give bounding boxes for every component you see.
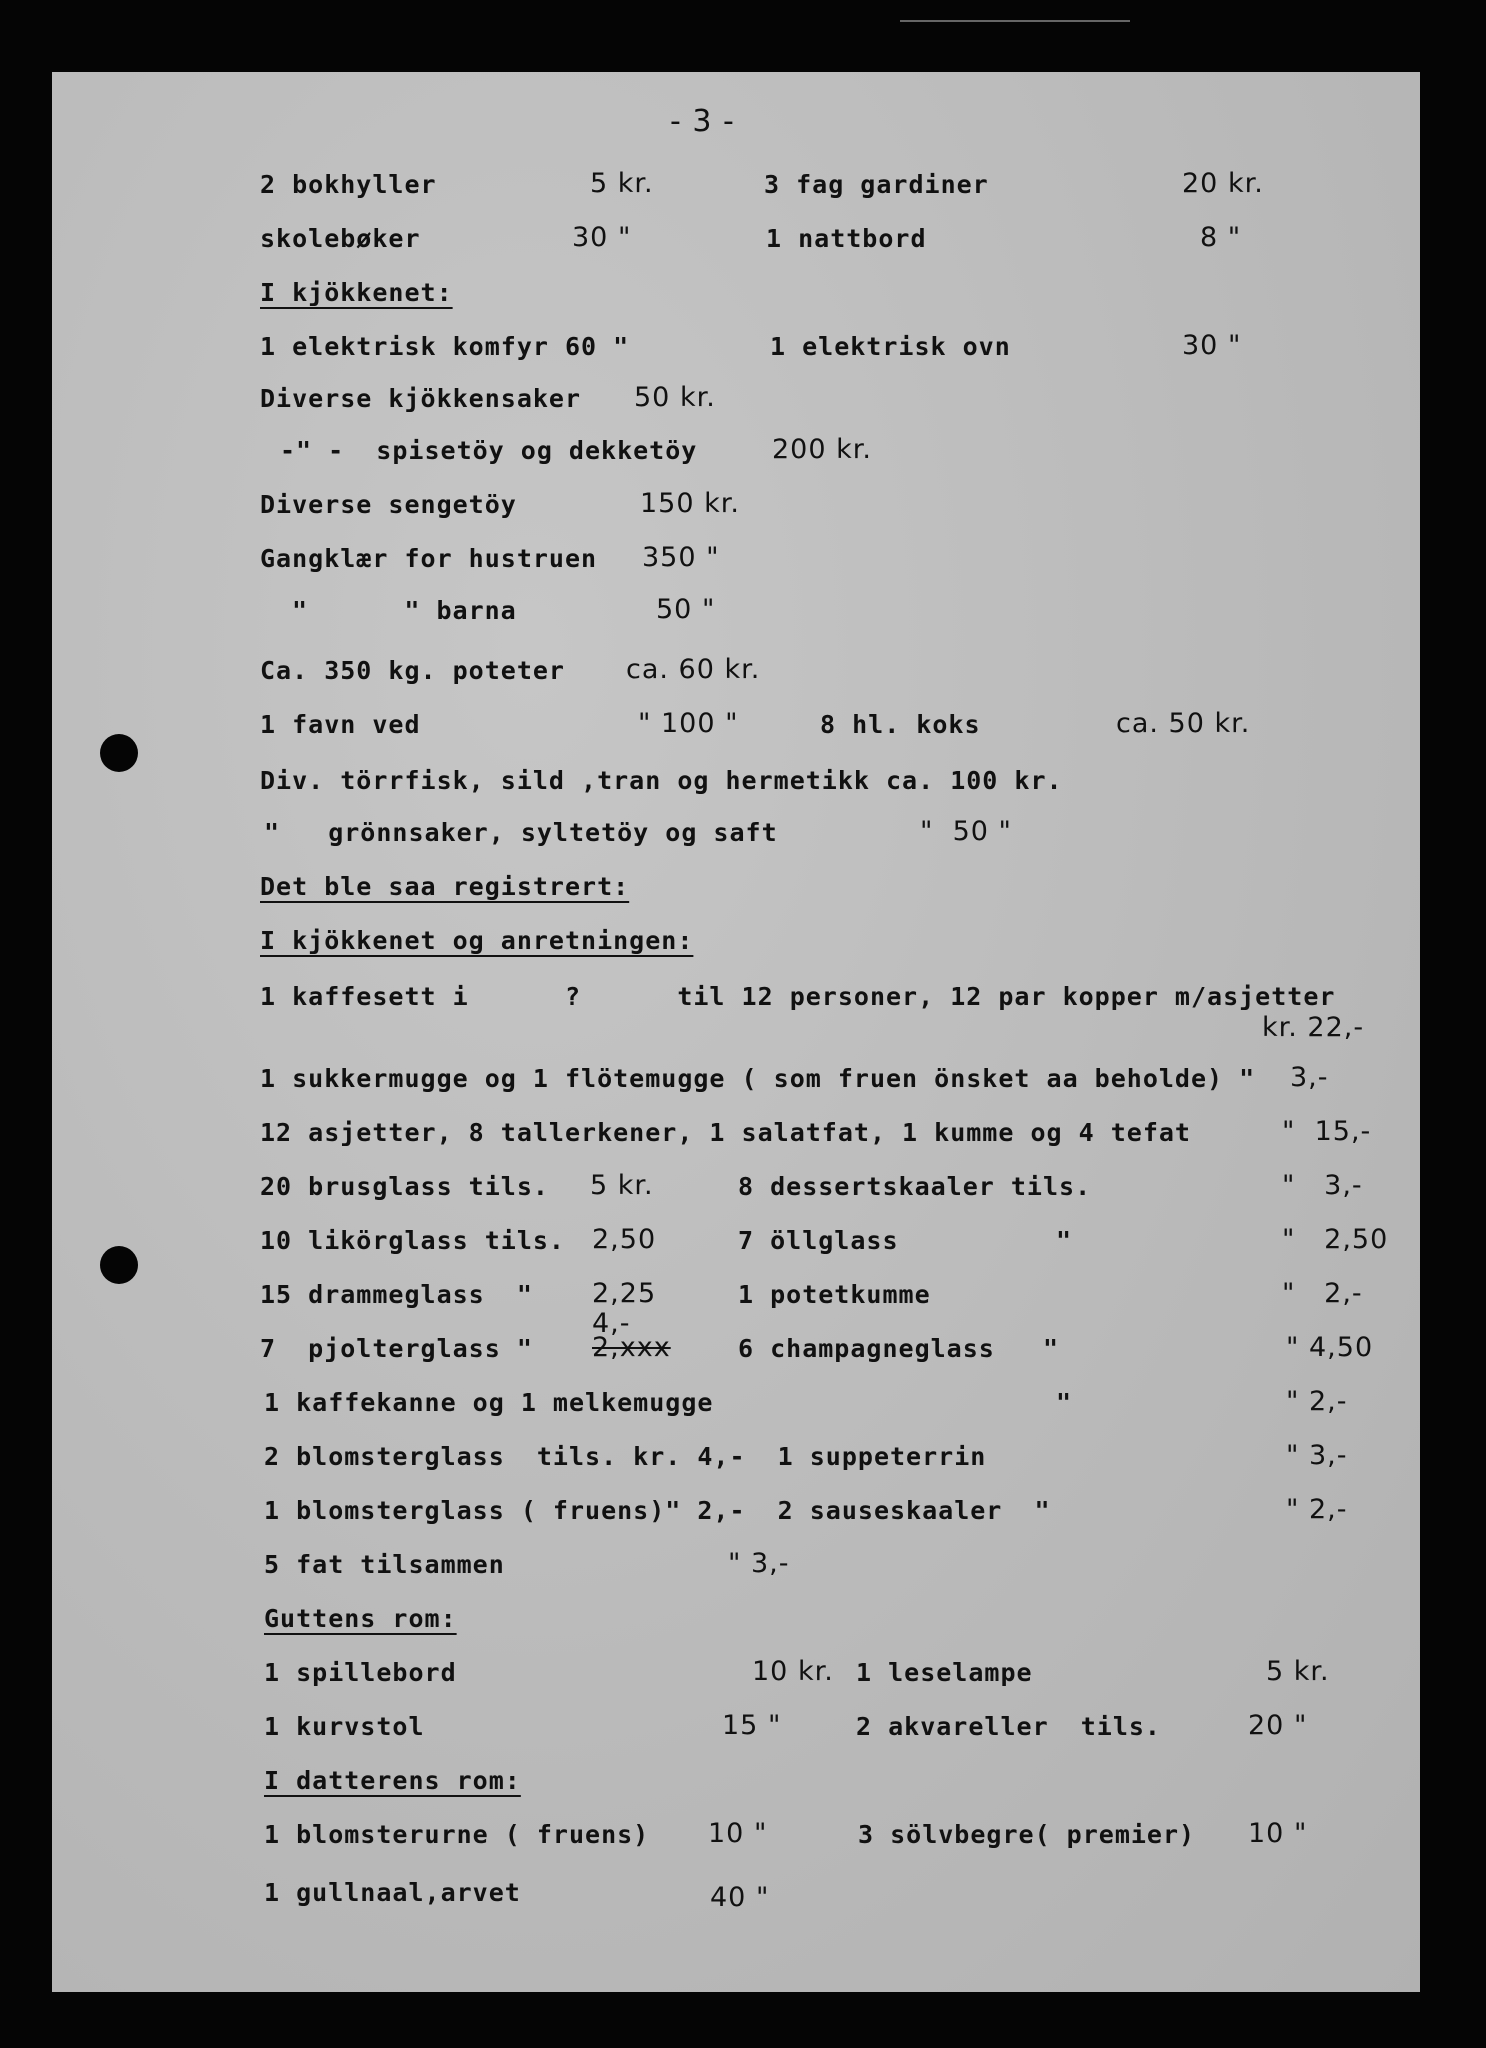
list-item: Div. törrfisk, sild ,tran og hermetikk ca. 100 kr. xyxy=(260,766,1063,795)
list-item: Diverse kjökkensaker xyxy=(260,384,582,413)
list-item: 1 blomsterurne ( fruens) xyxy=(264,1820,650,1849)
torn-edge-scrap xyxy=(900,0,1130,22)
list-item: 5 fat tilsammen xyxy=(264,1550,505,1579)
list-item: 1 sukkermugge og 1 flötemugge ( som fruen önsket aa beholde) " xyxy=(260,1064,1256,1093)
list-item-value: 40 " xyxy=(710,1882,770,1913)
list-item-value: 2,25 xyxy=(592,1278,657,1309)
list-item-value: " 2,- xyxy=(1286,1386,1348,1417)
list-item: -" - spisetöy og dekketöy xyxy=(280,436,698,465)
list-item: 1 leselampe xyxy=(856,1658,1033,1687)
list-item-value: 30 " xyxy=(572,222,632,253)
list-item-value: " 3,- xyxy=(1282,1170,1363,1201)
list-item-value: " 2,50 xyxy=(1282,1224,1389,1255)
list-item-value: 10 kr. xyxy=(752,1656,834,1687)
list-item: 3 sölvbegre( premier) xyxy=(858,1820,1196,1849)
page-number: - 3 - xyxy=(670,104,735,139)
list-item: Diverse sengetöy xyxy=(260,490,517,519)
punch-hole xyxy=(100,1246,138,1284)
list-item: 1 kaffesett i ? til 12 personer, 12 par kopper m/asjetter xyxy=(260,982,1336,1011)
list-item: " grönnsaker, syltetöy og saft xyxy=(264,818,778,847)
list-item: 1 blomsterglass ( fruens)" 2,- 2 sauseskaaler " xyxy=(264,1496,1051,1525)
list-item: 1 kaffekanne og 1 melkemugge xyxy=(264,1388,714,1417)
list-item-value: 350 " xyxy=(642,542,720,573)
list-item-value: " 3,- xyxy=(1286,1440,1348,1471)
list-item: Gangklær for hustruen xyxy=(260,544,598,573)
section-heading: I datterens rom: xyxy=(264,1766,521,1795)
list-item: 1 potetkumme xyxy=(738,1280,931,1309)
section-heading: Guttens rom: xyxy=(264,1604,457,1633)
list-item-value: " 2,- xyxy=(1286,1494,1348,1525)
list-item-value: 8 " xyxy=(1200,222,1242,253)
list-item: 15 drammeglass " xyxy=(260,1280,533,1309)
list-item-value: 2,xxx xyxy=(592,1332,671,1363)
list-item-value: kr. 22,- xyxy=(1262,1012,1365,1043)
list-item-value: ca. 60 kr. xyxy=(626,654,761,685)
list-item: 8 dessertskaaler tils. xyxy=(738,1172,1092,1201)
list-item: 2 bokhyller xyxy=(260,170,437,199)
list-item-value: 200 kr. xyxy=(772,434,872,465)
list-item: Ca. 350 kg. poteter xyxy=(260,656,565,685)
list-item-value: 10 " xyxy=(708,1818,768,1849)
list-item-value: " 100 " xyxy=(638,708,739,739)
section-heading: Det ble saa registrert: xyxy=(260,872,630,901)
list-item: " xyxy=(1056,1226,1073,1255)
list-item-value: 5 kr. xyxy=(590,168,654,199)
list-item: 1 favn ved xyxy=(260,710,421,739)
list-item: 2 blomsterglass tils. kr. 4,- 1 suppeterrin xyxy=(264,1442,987,1471)
list-item-value: 50 " xyxy=(656,594,716,625)
list-item-value: " 4,50 xyxy=(1286,1332,1374,1363)
list-item: 12 asjetter, 8 tallerkener, 1 salatfat, 1 kumme og 4 tefat xyxy=(260,1118,1191,1147)
list-item: skolebøker xyxy=(260,224,421,253)
list-item-value: " 2,- xyxy=(1282,1278,1363,1309)
list-item-value: " 15,- xyxy=(1282,1116,1372,1147)
list-item-value: 5 kr. xyxy=(1266,1656,1330,1687)
list-item: 7 pjolterglass " xyxy=(260,1334,533,1363)
list-item-value: 5 kr. xyxy=(590,1170,654,1201)
list-item: " xyxy=(1056,1388,1073,1417)
list-item: 1 kurvstol xyxy=(264,1712,425,1741)
list-item-value: ca. 50 kr. xyxy=(1116,708,1251,739)
document-page xyxy=(52,72,1420,1992)
list-item: 1 nattbord xyxy=(766,224,927,253)
punch-hole xyxy=(100,734,138,772)
list-item: " " barna xyxy=(292,596,517,625)
list-item: 1 spillebord xyxy=(264,1658,457,1687)
handwritten-correction: 4,- xyxy=(592,1308,631,1339)
list-item-value: 2,50 xyxy=(592,1224,657,1255)
list-item-value: 3,- xyxy=(1290,1062,1329,1093)
list-item: 10 likörglass tils. xyxy=(260,1226,565,1255)
list-item-value: 10 " xyxy=(1248,1818,1308,1849)
list-item: 8 hl. koks xyxy=(820,710,981,739)
list-item: 7 öllglass xyxy=(738,1226,899,1255)
section-heading: I kjökkenet og anretningen: xyxy=(260,926,694,955)
list-item: 1 elektrisk ovn xyxy=(770,332,1011,361)
list-item: 2 akvareller tils. xyxy=(856,1712,1161,1741)
list-item-value: 50 kr. xyxy=(634,382,716,413)
list-item-value: " 50 " xyxy=(920,816,1012,847)
list-item: 1 elektrisk komfyr 60 " xyxy=(260,332,630,361)
list-item-value: 150 kr. xyxy=(640,488,740,519)
list-item-value: " 3,- xyxy=(728,1548,790,1579)
list-item: 6 champagneglass " xyxy=(738,1334,1060,1363)
section-heading: I kjökkenet: xyxy=(260,278,453,307)
list-item: 20 brusglass tils. xyxy=(260,1172,549,1201)
list-item-value: 30 " xyxy=(1182,330,1242,361)
list-item: 1 gullnaal,arvet xyxy=(264,1878,521,1907)
list-item: 3 fag gardiner xyxy=(764,170,989,199)
list-item-value: 15 " xyxy=(722,1710,782,1741)
list-item-value: 20 " xyxy=(1248,1710,1308,1741)
list-item-value: 20 kr. xyxy=(1182,168,1264,199)
